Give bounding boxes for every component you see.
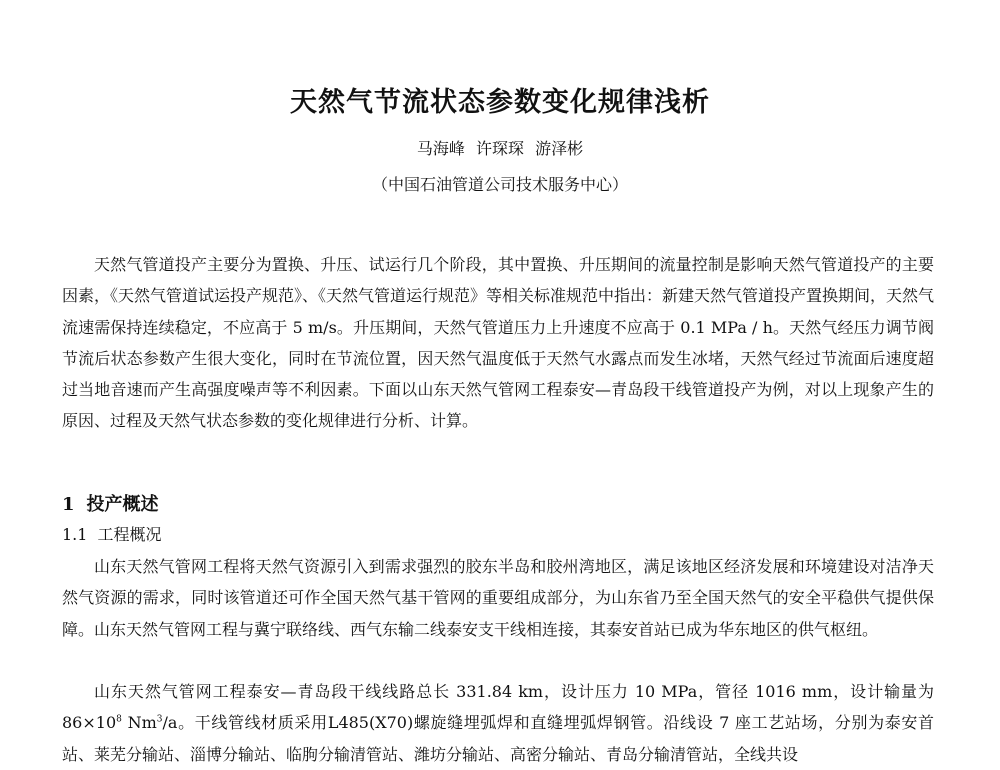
body-paragraph — [62, 676, 934, 770]
body-paragraph: 山东天然气管网工程将天然气资源引入到需求强烈的胶东半岛和胶州湾地区，满足该地区经济发展和环境建设对洁净天然气资源的需求，同时该管道还可作全国天然气基干管网的重要组成部分，为山东省乃至全国天然气的安全平稳供气提供保障。山东天然气管网工程与冀宁联络线、西气东输二线泰安支干线相连接，其泰安首站已成为华东地区的供气枢纽。 — [62, 557, 934, 639]
text-run: /a。干线管线材质采用L485(X70)螺旋缝埋弧焊和直缝埋弧焊钢管。沿线设 7 座工艺站场，分别为泰安首站、莱芜分输站、淄博分输站、临朐分输清管站、潍坊分输站、高密分输站、青岛分输清管站，全线共设 — [62, 713, 934, 764]
section-title: 投产概述 — [86, 494, 159, 515]
superscript: 3 — [156, 714, 163, 725]
intro-paragraph: 天然气管道投产主要分为置换、升压、试运行几个阶段，其中置换、升压期间的流量控制是影响天然气管道投产的主要因素，《天然气管道试运投产规范》、《天然气管道运行规范》等相关标准规范中指出：新建天然气管道投产置换期间，天然气流速需保持连续稳定，不应高于 5 m/s。升压期间，天然气管道压力上升速度不应高于 0.1 MPa / h。天然气经压力调节阀节流后状态参数产生很大变化，同时在节流位置，因天然气温度低于天然气水露点而发生冰堵，天然气经过节流面后速度超过当地音速而产生高强度噪声等不利因素。下面以山东天然气管网工程泰安—青岛段干线管道投产为例，对以上现象产生的原因、过程及天然气状态参数的变化规律进行分析、计算。 — [62, 255, 935, 431]
page-title: 天然气节流状态参数变化规律浅析 — [290, 87, 710, 118]
subsection-number: 1.1 — [62, 525, 88, 544]
section-heading — [62, 490, 159, 516]
subsection-heading — [62, 522, 161, 545]
text-run: 山东天然气管网工程泰安—青岛段干线线路总长 331.84 km，设计压力 10 MPa，管径 1016 mm，设计输量为 86×10 — [62, 682, 934, 733]
superscript: 8 — [116, 714, 122, 725]
text-run: Nm — [121, 713, 157, 733]
subsection-title: 工程概况 — [97, 525, 162, 544]
affiliation: （中国石油管道公司技术服务中心） — [371, 175, 628, 194]
authors: 马海峰 许琛琛 游泽彬 — [416, 139, 584, 158]
section-number: 1 — [62, 494, 75, 515]
